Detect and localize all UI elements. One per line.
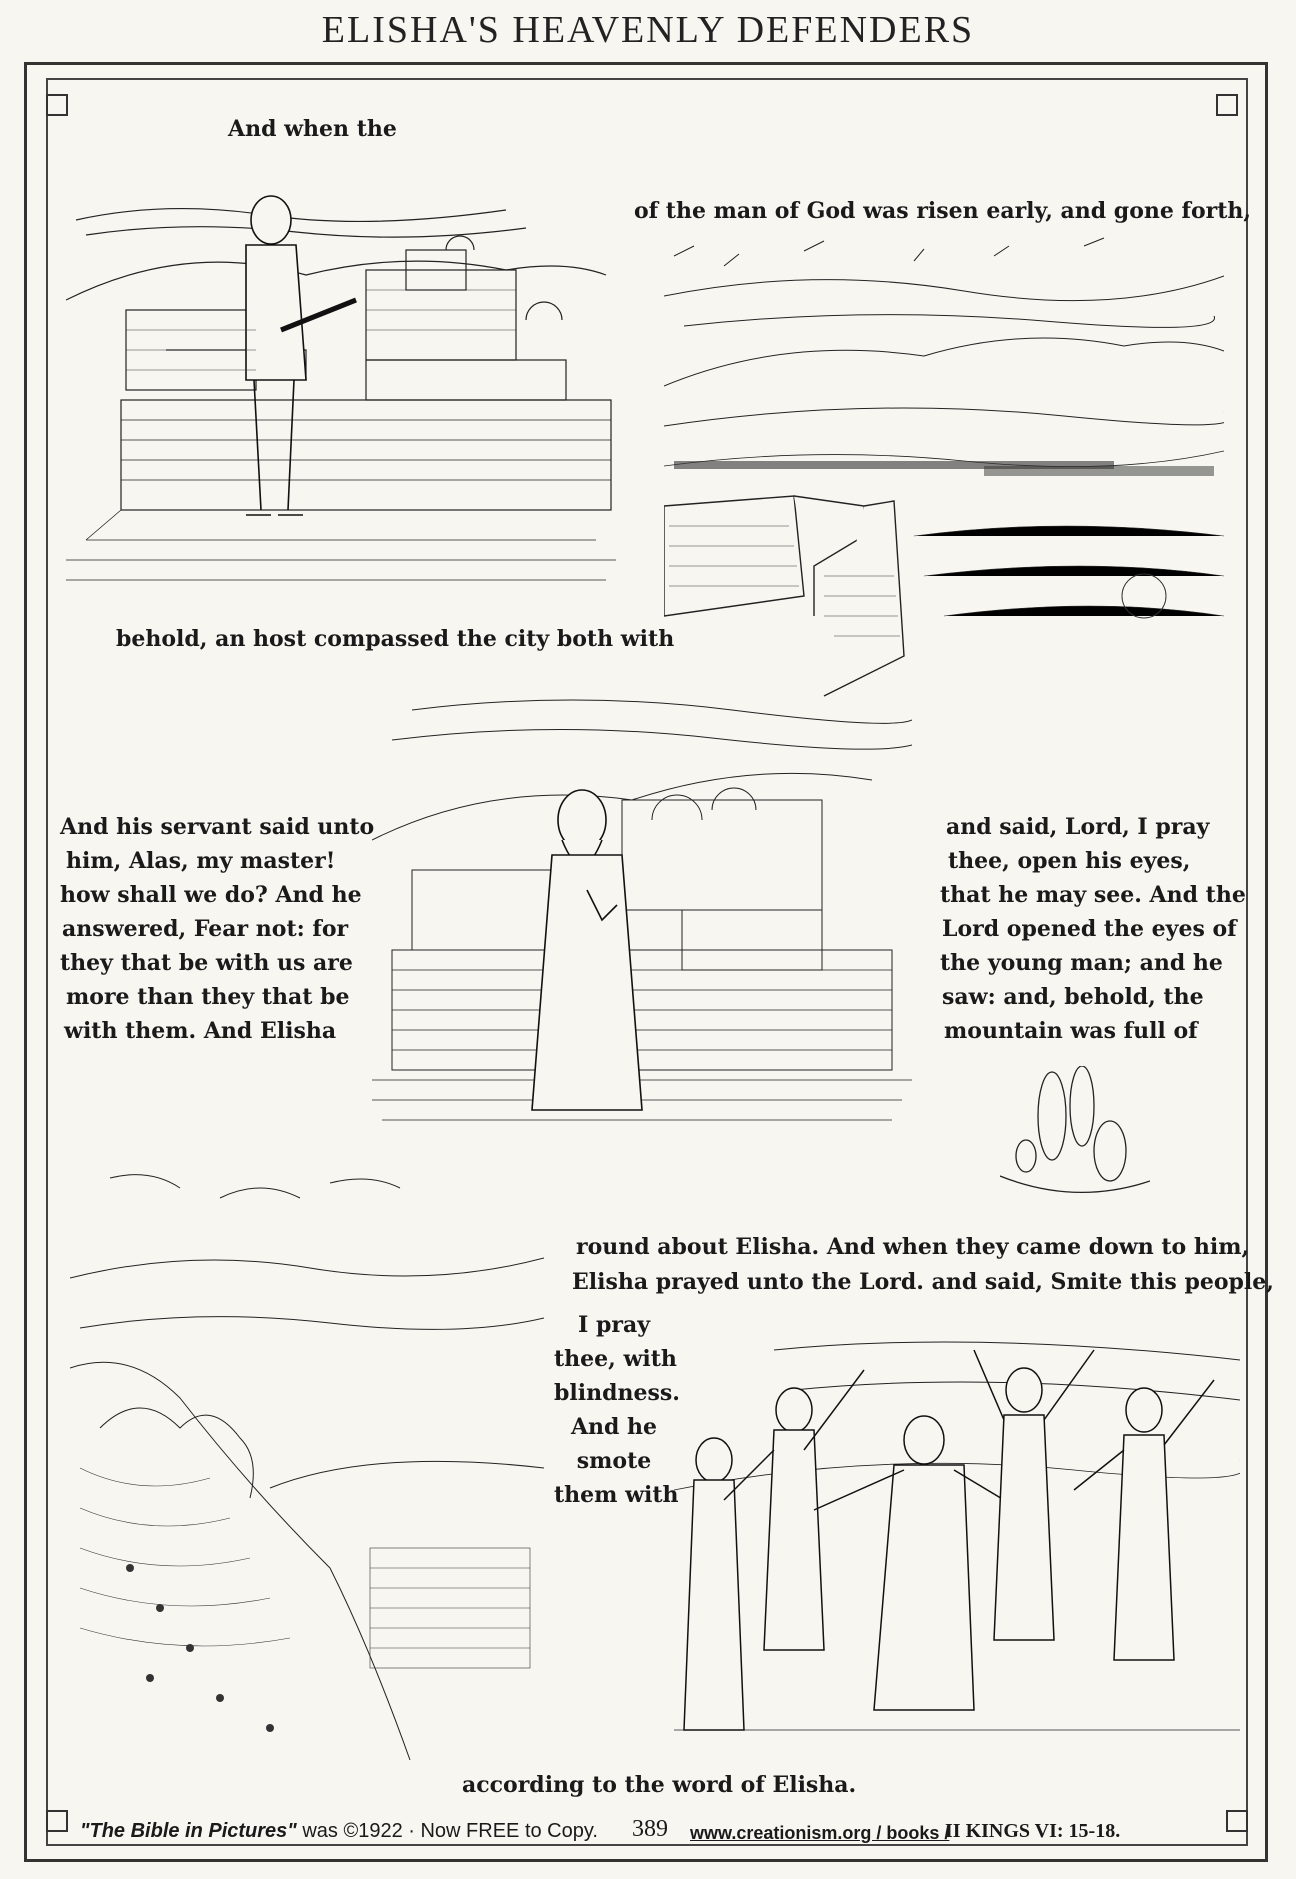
- left-column-text: And his servant said unto him, Alas, my master! how shall we do? And he answered, Fear not: for they that be with us are more than they that be with them. And Elisha: [60, 814, 375, 1044]
- illustration-blinded-soldiers: [674, 1330, 1240, 1750]
- page-number: 389: [632, 1816, 668, 1842]
- website-link[interactable]: www.creationism.org / books /: [690, 1823, 950, 1843]
- text-line-3: behold, an host compassed the city both with: [116, 626, 675, 652]
- text-line-6: according to the word of Elisha.: [462, 1772, 857, 1798]
- illustration-mountain-of-chariots: [70, 1168, 544, 1760]
- scripture-reference: II KINGS VI: 15-18.: [945, 1820, 1121, 1842]
- illustration-army-around-city: [664, 236, 1224, 698]
- illustration-trees: [1000, 1066, 1150, 1206]
- text-line-5: Elisha prayed unto the Lord. and said, Smite this people,: [572, 1269, 1274, 1295]
- illustration-servant-on-roof: [66, 180, 616, 600]
- text-line-1: And when the: [228, 116, 397, 142]
- right-column-text: and said, Lord, I pray thee, open his eyes, that he may see. And the Lord opened the eyes of the young man; and he saw: and, behold, the mountain was full of: [940, 814, 1246, 1044]
- corner-ornament: [46, 1810, 68, 1832]
- corner-ornament: [46, 94, 68, 116]
- corner-ornament: [1226, 1810, 1248, 1832]
- illustration-elisha-praying: [372, 690, 912, 1135]
- text-line-2: of the man of God was risen early, and gone forth,: [634, 198, 1252, 224]
- middle-column-text: I pray thee, with blindness. And he smote them with: [554, 1312, 680, 1508]
- corner-ornament: [1216, 94, 1238, 116]
- text-line-4: round about Elisha. And when they came down to him,: [576, 1234, 1250, 1260]
- page-title: ELISHA'S HEAVENLY DEFENDERS: [321, 9, 975, 51]
- copyright-notice: "The Bible in Pictures" was ©1922 · Now FREE to Copy.: [80, 1820, 598, 1842]
